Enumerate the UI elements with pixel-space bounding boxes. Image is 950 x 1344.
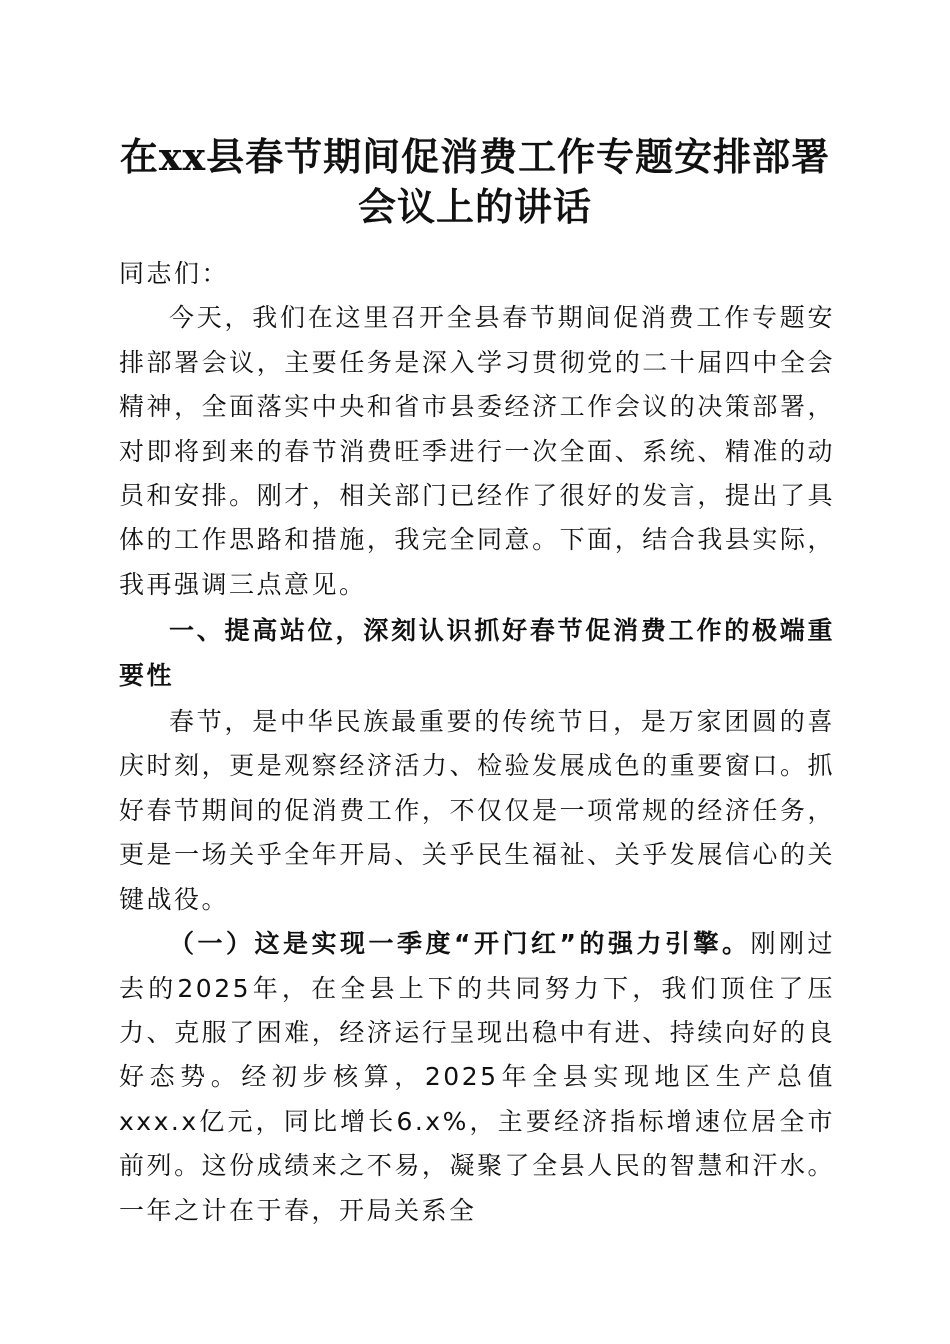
subsection-text-1: 刚刚过去的2025年，在全县上下的共同努力下，我们顶住了压力、克服了困难，经济运行呈现出稳中有进、持续向好的良好态势。经初步核算，2025年全县实现地区生产总值xxx.x亿元，同比增长6.x%，主要经济指标增速位居全市前列。这份成绩来之不易，凝聚了全县人民的智慧和汗水。一年之计在于春，开局关系全 xyxy=(119,929,835,1225)
section-heading-1: 一、提高站位，深刻认识抓好春节促消费工作的极端重要性 xyxy=(119,616,835,690)
subsection-paragraph-1 xyxy=(119,922,835,1233)
document-title: 在xx县春节期间促消费工作专题安排部署会议上的讲话 xyxy=(119,134,831,229)
opening-paragraph: 今天，我们在这里召开全县春节期间促消费工作专题安排部署会议，主要任务是深入学习贯彻党的二十届四中全会精神，全面落实中央和省市县委经济工作会议的决策部署，对即将到来的春节消费旺季进行一次全面、系统、精准的动员和安排。刚才，相关部门已经作了很好的发言，提出了具体的工作思路和措施，我完全同意。下面，结合我县实际，我再强调三点意见。 xyxy=(119,303,835,599)
salutation: 同志们： xyxy=(119,259,230,288)
document-body xyxy=(119,252,835,1233)
spring-festival-paragraph: 春节，是中华民族最重要的传统节日，是万家团圆的喜庆时刻，更是观察经济活力、检验发展成色的重要窗口。抓好春节期间的促消费工作，不仅仅是一项常规的经济任务，更是一场关乎全年开局、关乎民生福祉、关乎发展信心的关键战役。 xyxy=(119,707,835,914)
subsection-heading-1: （一）这是实现一季度“开门红”的强力引擎。 xyxy=(169,929,751,959)
